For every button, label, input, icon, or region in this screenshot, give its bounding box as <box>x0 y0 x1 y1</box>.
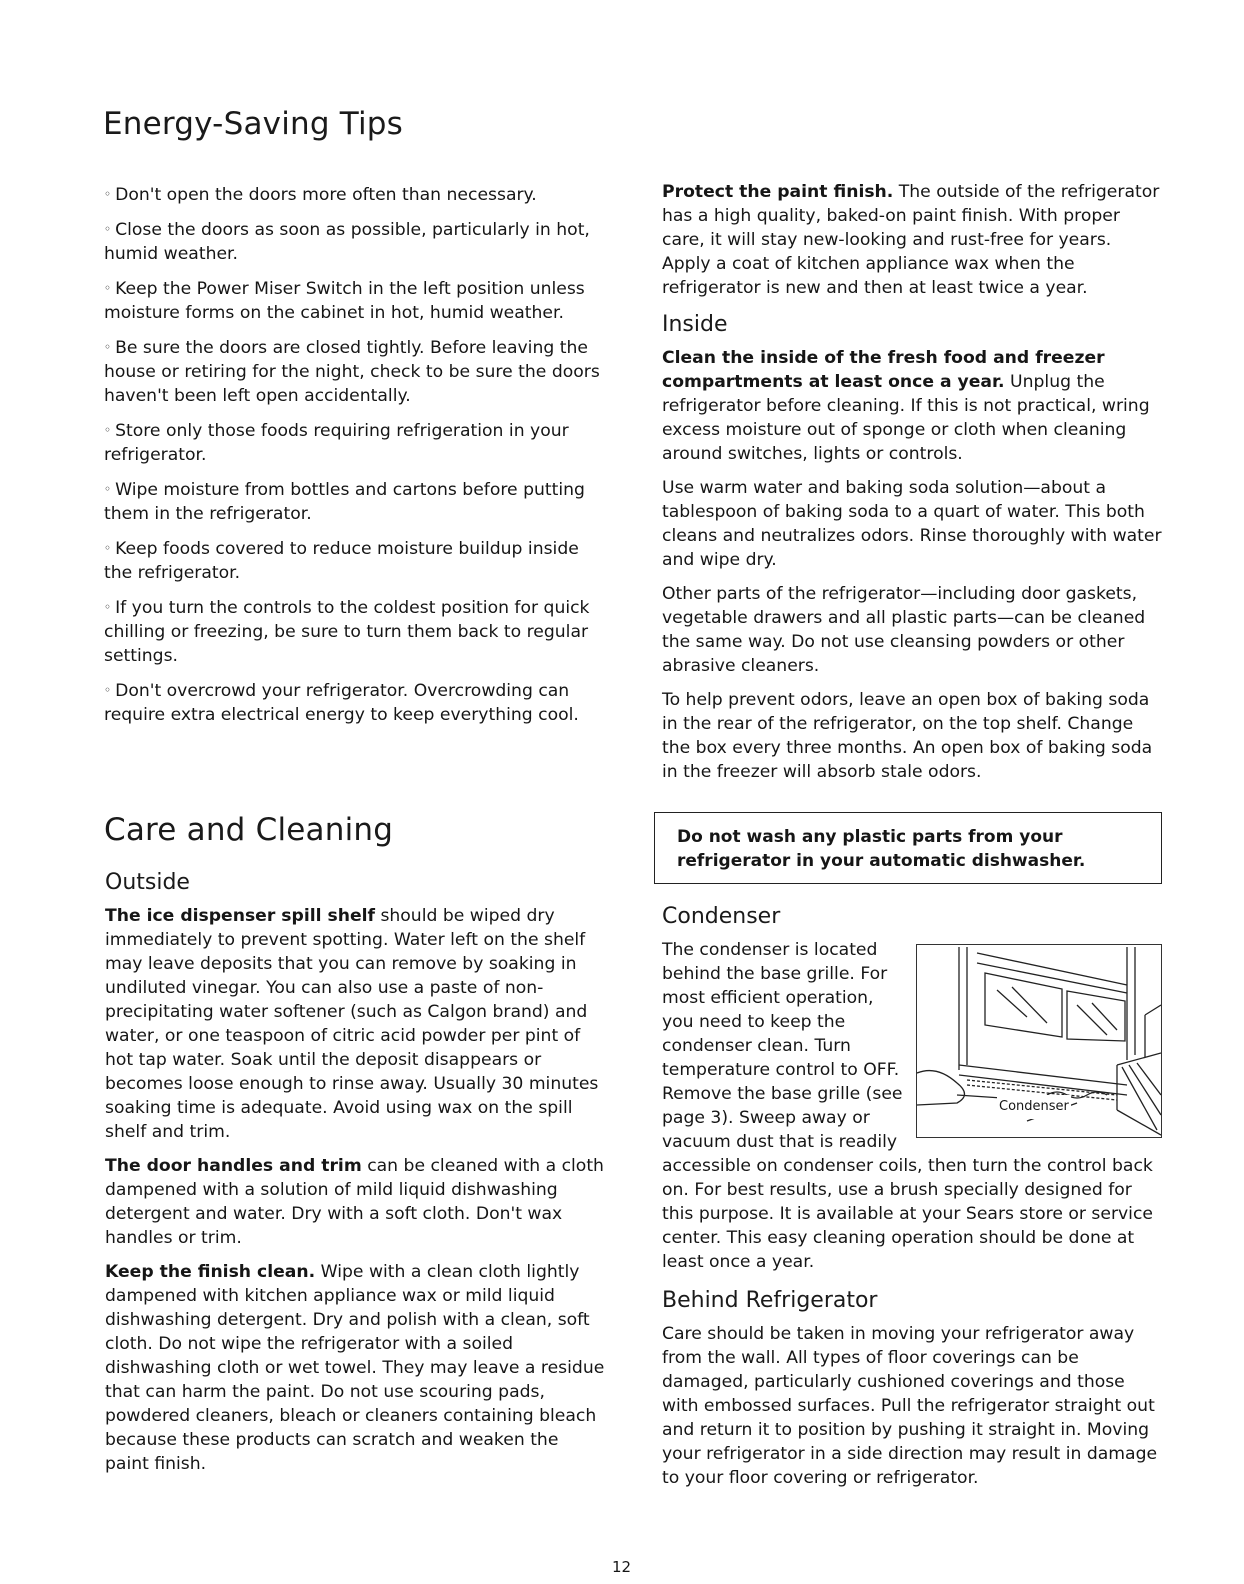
tip-item: ◦ Be sure the doors are closed tightly. Before leaving the house or retiring for the night, check to be sure the doors haven't been left open accidentally. <box>104 338 600 406</box>
tip-item: ◦ Keep the Power Miser Switch in the left position unless moisture forms on the cabinet in hot, humid weather. <box>104 279 585 323</box>
tip-item: ◦ Close the doors as soon as possible, particularly in hot, humid weather. <box>104 220 590 264</box>
tip-item: ◦ Don't open the doors more often than necessary. <box>104 185 537 205</box>
bullet-icon: ◦ <box>104 541 112 555</box>
outside-section <box>105 868 605 1486</box>
condenser-figure-label: Condenser <box>997 1095 1071 1119</box>
condenser-illustration <box>916 944 1162 1138</box>
condenser-heading: Condenser <box>662 904 781 929</box>
care-cleaning-title: Care and Cleaning <box>104 812 394 848</box>
bullet-icon: ◦ <box>104 683 112 697</box>
paragraph: Other parts of the refrigerator—including door gaskets, vegetable drawers and all plastic parts—can be cleaned the same way. Do not use cleansing powders or other abrasive cleaners. <box>662 584 1146 676</box>
dishwasher-warning-box: Do not wash any plastic parts from your refrigerator in your automatic dishwasher. <box>654 812 1162 884</box>
bullet-icon: ◦ <box>104 281 112 295</box>
paragraph: The ice dispenser spill shelf should be wiped dry immediately to prevent spotting. Water left on the shelf may leave deposits that you can remove by soaking in undiluted vinegar. You can also use a paste of non-precipitating water softener (such as Calgon brand) and water, or one teaspoon of citric acid powder per pint of hot tap water. Soak until the deposit disappears or becomes loose enough to rinse away. Usually 30 minutes soaking time is adequate. Avoid using wax on the spill shelf and trim. <box>105 906 599 1142</box>
energy-tips-title: Energy-Saving Tips <box>103 106 404 142</box>
behind-heading: Behind Refrigerator <box>662 1288 878 1313</box>
paragraph: The door handles and trim can be cleaned with a cloth dampened with a solution of mild liquid dishwashing detergent and water. Dry with a soft cloth. Don't wax handles or trim. <box>105 1156 604 1248</box>
paragraph: Use warm water and baking soda solution—about a tablespoon of baking soda to a quart of water. This both cleans and neutralizes odors. Rinse thoroughly with water and wipe dry. <box>662 478 1162 570</box>
tip-item: ◦ Wipe moisture from bottles and cartons before putting them in the refrigerator. <box>104 480 585 524</box>
paragraph: Clean the inside of the fresh food and freezer compartments at least once a year. Unplug the refrigerator before cleaning. If this is not practical, wring excess moisture out of sponge or cloth when cleaning around switches, lights or controls. <box>662 348 1150 464</box>
paragraph: To help prevent odors, leave an open box of baking soda in the rear of the refrigerator, on the top shelf. Change the box every three months. An open box of baking soda in the freezer will absorb stale odors. <box>662 690 1153 782</box>
right-column <box>662 180 1162 1500</box>
outside-heading: Outside <box>105 870 190 895</box>
bullet-icon: ◦ <box>104 600 112 614</box>
tip-item: ◦ Don't overcrowd your refrigerator. Overcrowding can require extra electrical energy to keep everything cool. <box>104 681 579 725</box>
inside-heading: Inside <box>662 312 728 337</box>
bullet-icon: ◦ <box>104 482 112 496</box>
condenser-paragraph: The condenser is located behind the base grille. For most efficient operation, you need to keep the condenser clean. Turn temperature control to OFF. Remove the base grille (see page 3). Sweep away or vacuum dust that is readily accessible on condenser coils, then turn the control back on. For best results, use a brush specially designed for this purpose. It is available at your Sears store or service center. This easy cleaning operation should be done at least once a year. <box>662 940 1153 1272</box>
tip-item: ◦ Store only those foods requiring refrigeration in your refrigerator. <box>104 421 569 465</box>
bullet-icon: ◦ <box>104 222 112 236</box>
page-number: 12 <box>612 1558 632 1576</box>
bullet-icon: ◦ <box>104 340 112 354</box>
paragraph: Protect the paint finish. The outside of the refrigerator has a high quality, baked-on paint finish. With proper care, it will stay new-looking and rust-free for years. Apply a coat of kitchen appliance wax when the refrigerator is new and then at least twice a year. <box>662 182 1160 298</box>
paragraph: Keep the finish clean. Wipe with a clean cloth lightly dampened with kitchen appliance wax or mild liquid dishwashing detergent. Dry and polish with a clean, soft cloth. Do not wipe the refrigerator with a soiled dishwashing cloth or wet towel. They may leave a residue that can harm the paint. Do not use scouring pads, powdered cleaners, bleach or cleaners containing bleach because these products can scratch and weaken the paint finish. <box>105 1262 605 1474</box>
behind-paragraph: Care should be taken in moving your refrigerator away from the wall. All types of floor coverings can be damaged, particularly cushioned coverings and those with embossed surfaces. Pull the refrigerator straight out and return it to position by pushing it straight in. Moving your refrigerator in a side direction may result in damage to your floor covering or refrigerator. <box>662 1324 1158 1488</box>
bullet-icon: ◦ <box>104 423 112 437</box>
bullet-icon: ◦ <box>104 187 112 201</box>
tip-item: ◦ If you turn the controls to the coldest position for quick chilling or freezing, be sure to turn them back to regular settings. <box>104 598 590 666</box>
energy-tips-list <box>104 182 604 737</box>
tip-item: ◦ Keep foods covered to reduce moisture buildup inside the refrigerator. <box>104 539 579 583</box>
